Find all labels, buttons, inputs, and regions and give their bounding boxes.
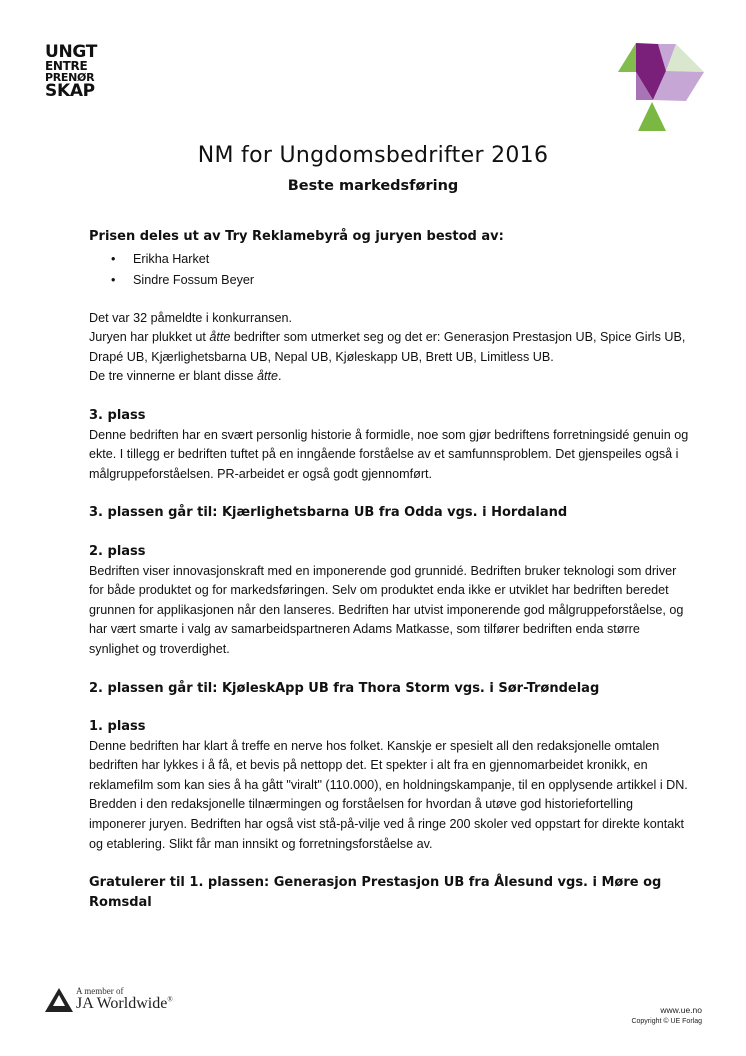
logo-line-4: SKAP — [45, 81, 95, 101]
first-place-text: Denne bedriften har klart å treffe en nerve hos folket. Kanskje er spesielt all den redaksjonelle omtalen bedriften har lykkes i å få, et bevis på nettopp det. Et spekter i alt fra en gjennomarbeidet kronikk, en reklamefilm som kan sies å ha gått "viralt" (110.000), en holdningskampanje, til en opplysende artikkel i DN. Bredden i den redaksjonelle tilnærmingen og forståelsen for hvordan å utøve god historiefortelling imponerer juryen. Bedriften har også vist stå-på-vilje ved å ringe 200 skoler ved oppstart for direkte kontakt og etablering. Slikt får man innsikt og forretningsforståelse av. — [89, 738, 688, 851]
second-place-heading: 2. plass — [89, 543, 146, 559]
third-place-text: Denne bedriften har en svært personlig historie å formidle, noe som gjør bedriftens forretningsidé genuin og ekte. I tillegg er bedriften tuftet på en inngående forståelse av et samfunnsproblem. Det gjenspeiles også i målgruppeforståelsen. PR-arbeidet er også godt gjennomført. — [89, 427, 689, 481]
page-title: NM for Ungdomsbedrifter 2016 — [197, 143, 549, 168]
intro-line-3a: De tre vinnerne er blant disse — [89, 369, 258, 384]
ja-name-text: JA Worldwide — [76, 995, 168, 1012]
page-subtitle: Beste markedsføring — [287, 178, 459, 194]
second-place-text: Bedriften viser innovasjonskraft med en imponerende god grunnidé. Bedriften bruker teknologi som driver for både produktet og for markedsføringen. Selv om produktet enda ikke er utviklet har bedriften beredet grunnen for applikasjonen når den lanseres. Bedriften har utvist imponerende god målgruppeforståelse, og har vært smarte i valg av samarbeidspartneren Adams Matkasse, som tilfører bedriften enda større synlighet og troverdighet. — [89, 563, 684, 656]
intro-emphasis: åtte — [257, 369, 279, 384]
first-place-winner: Gratulerer til 1. plassen: Generasjon Prestasjon UB fra Ålesund vgs. i Møre og Romsdal — [89, 875, 662, 910]
footer-copyright: Copyright © UE Forlag — [631, 1018, 702, 1025]
intro-line-2b: bedrifter som utmerket seg og det er: Generasjon Prestasjon UB, Spice Girls UB, Drapé UB, Kjærlighetsbarna UB, Nepal UB, Kjøleskapp UB, Brett UB, Limitless UB. — [89, 330, 686, 364]
gem-logo-icon — [618, 43, 704, 131]
third-place-winner: 3. plassen går til: Kjærlighetsbarna UB fra Odda vgs. i Hordaland — [89, 505, 568, 521]
mountain-icon — [45, 988, 73, 1014]
third-place-heading: 3. plass — [89, 407, 146, 423]
intro-emphasis: åtte — [209, 330, 231, 345]
jury-heading: Prisen deles ut av Try Reklamebyrå og juryen bestod av: — [89, 229, 504, 244]
footer-url: www.ue.no — [660, 1005, 702, 1015]
jury-member: • Erikha Harket — [111, 249, 689, 270]
jury-list — [89, 249, 689, 291]
ja-worldwide-logo — [45, 986, 175, 1016]
intro-line-2a: Juryen har plukket ut — [89, 330, 210, 345]
logo-line-3: PRENØR — [45, 71, 95, 84]
ja-name — [76, 995, 173, 1013]
jury-member: • Sindre Fossum Beyer — [111, 270, 689, 291]
intro-line-1: Det var 32 påmeldte i konkurransen. — [89, 310, 293, 325]
ue-logo — [45, 44, 97, 99]
document-body — [89, 227, 689, 912]
footer-info — [631, 1004, 702, 1028]
registered-mark: ® — [167, 995, 173, 1004]
ja-member-text: A member of — [76, 986, 124, 996]
intro-paragraph — [89, 309, 689, 387]
first-place-heading: 1. plass — [89, 719, 146, 735]
second-place-winner: 2. plassen går til: KjøleskApp UB fra Thora Storm vgs. i Sør-Trøndelag — [89, 680, 600, 696]
intro-line-3b: . — [278, 369, 282, 384]
logo-line-2: ENTRE — [45, 59, 88, 73]
logo-line-1: UNGT — [45, 42, 98, 62]
